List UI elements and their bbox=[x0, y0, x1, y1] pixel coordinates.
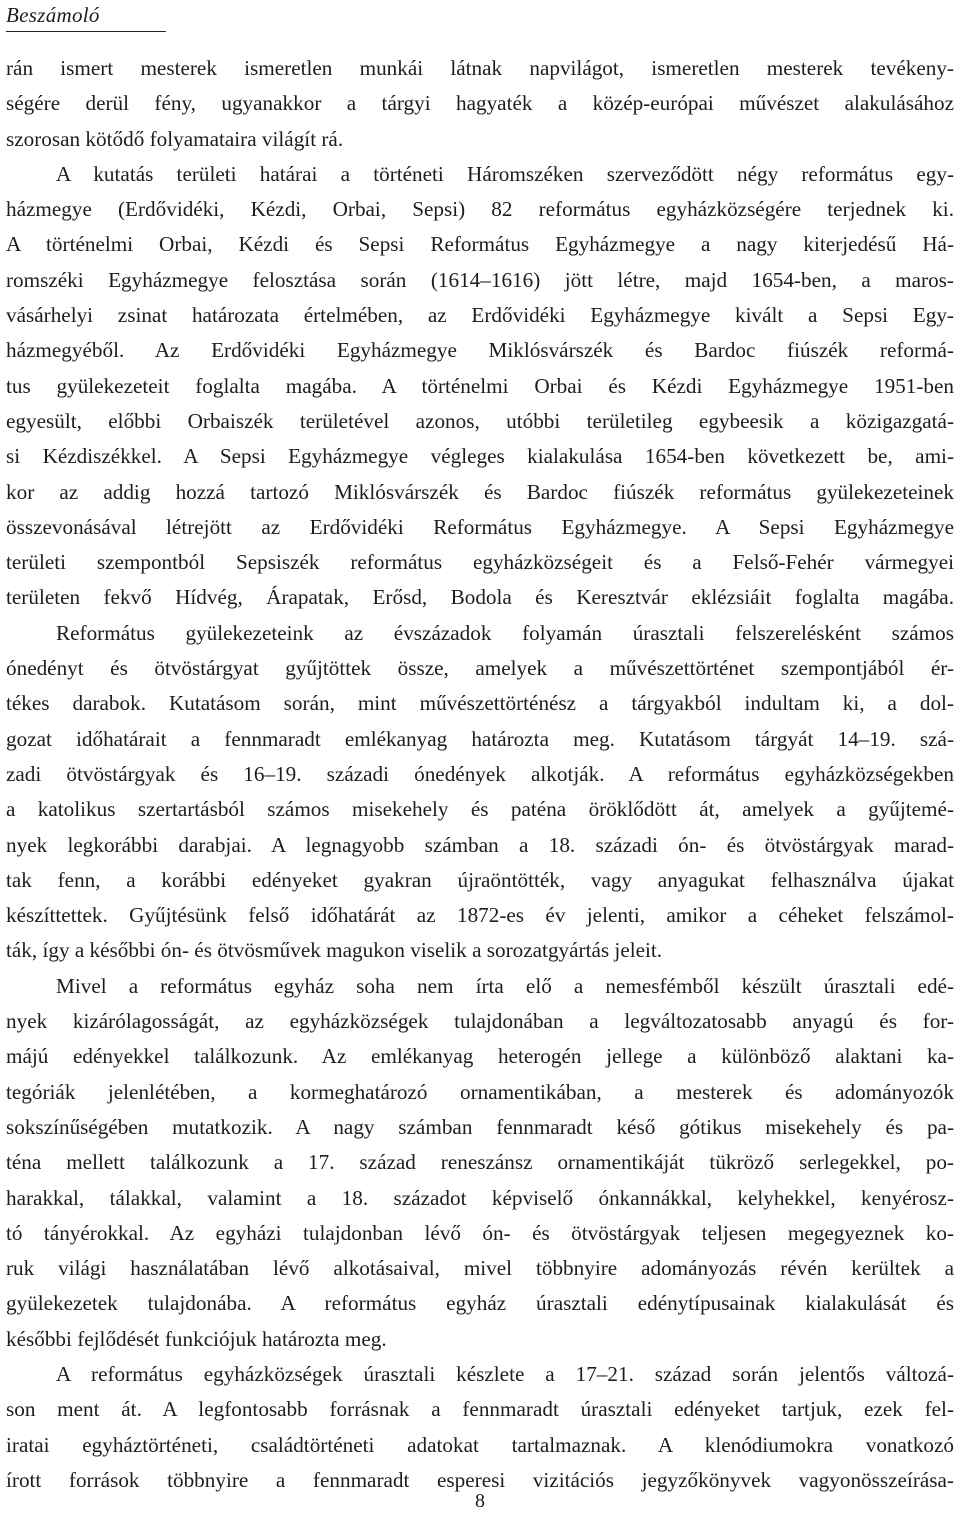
page-number: 8 bbox=[475, 1490, 485, 1512]
text-line: A történelmi Orbai, Kézdi és Sepsi Református Egyházmegye a nagy kiterjedésű Há- bbox=[6, 232, 954, 257]
text-line: írott források többnyire a fennmaradt esperesi vizitációs jegyzőkönyvek vagyonösszeírása- bbox=[6, 1467, 954, 1492]
running-header-label: Beszámoló bbox=[6, 3, 100, 27]
text-line: tékes darabok. Kutatásom során, mint művészettörténész a tárgyakból indultam ki, a dol- bbox=[6, 691, 954, 716]
text-line: kor az addig hozzá tartozó Miklósvárszék és Bardoc fiúszék református gyülekezeteinek bbox=[6, 479, 954, 504]
text-line: házmegye (Erdővidéki, Kézdi, Orbai, Sepsi) 82 református egyházközségére terjednek ki. bbox=[6, 197, 954, 222]
text-line: zadi ötvöstárgyak és 16–19. századi ónedények alkotják. A református egyházközségekben bbox=[6, 761, 954, 786]
text-line: harakkal, tálakkal, valamint a 18. századot képviselő ónkannákkal, kelyhekkel, kenyérosz- bbox=[6, 1185, 954, 1210]
text-line: téna mellett találkozunk a 17. század reneszánsz ornamentikáját tükröző serlegekkel, po- bbox=[6, 1150, 954, 1175]
text-line: összevonásával létrejött az Erdővidéki Református Egyházmegye. A Sepsi Egyházmegye bbox=[6, 514, 954, 539]
text-line: Református gyülekezeteink az évszázadok folyamán úrasztali felszerelésként számos bbox=[56, 620, 954, 645]
text-line: tegóriák jelenlétében, a kormeghatározó ornamentikában, a mesterek és adományozók bbox=[6, 1079, 954, 1104]
running-header bbox=[6, 2, 166, 32]
text-line: ták, így a későbbi ón- és ötvösművek magukon viselik a sorozatgyártás jeleit. bbox=[6, 938, 663, 963]
text-line: a katolikus szertartásból számos misekehely és paténa öröklődött át, amelyek a gyűjtemé- bbox=[6, 797, 954, 822]
text-line: gozat időhatárait a fennmaradt emlékanyag határozta meg. Kutatásom tárgyát 14–19. szá- bbox=[6, 726, 954, 751]
text-line: romszéki Egyházmegye felosztása során (1614–1616) jött létre, majd 1654-ben, a maros- bbox=[6, 267, 954, 292]
text-line: si Kézdiszékkel. A Sepsi Egyházmegye végleges kialakulása 1654-ben következett be, ami- bbox=[6, 444, 954, 469]
text-line: ruk világi használatában lévő alkotásaival, mivel többnyire adományozás révén kerültek a bbox=[6, 1256, 954, 1281]
text-line: ségére derül fény, ugyanakkor a tárgyi hagyaték a közép-európai művészet alakulásához bbox=[6, 91, 954, 116]
text-line: A református egyházközségek úrasztali készlete a 17–21. század során jelentős változá- bbox=[56, 1361, 954, 1386]
text-line: gyülekezetek tulajdonába. A református egyház úrasztali edénytípusainak kialakulását és bbox=[6, 1291, 954, 1316]
body-text bbox=[6, 51, 954, 1498]
text-line: iratai egyháztörténeti, családtörténeti adatokat tartalmaznak. A klenódiumokra vonatkozó bbox=[6, 1432, 954, 1457]
text-line: tó tányérokkal. Az egyházi tulajdonban lévő ón- és ötvöstárgyak teljesen megegyeznek ko- bbox=[6, 1220, 954, 1245]
text-line: tak fenn, a korábbi edényeket gyakran újraöntötték, vagy anyagukat felhasználva újakat bbox=[6, 867, 954, 892]
text-line: son ment át. A legfontosabb forrásnak a fennmaradt úrasztali edényeket tartjuk, ezek fel- bbox=[6, 1397, 954, 1422]
text-line: vásárhelyi zsinat határozata értelmében, az Erdővidéki Egyházmegye kivált a Sepsi Egy- bbox=[6, 303, 954, 328]
text-line: szorosan kötődő folyamataira világít rá. bbox=[6, 126, 344, 151]
text-line: területen fekvő Hídvég, Árapatak, Erősd, Bodola és Keresztvár eklézsiáit foglalta magába. bbox=[6, 585, 954, 610]
text-line: nyek kizárólagosságát, az egyházközségek tulajdonában a legváltozatosabb anyagú és for- bbox=[6, 1009, 954, 1034]
text-line: májú edényekkel találkozunk. Az emlékanyag heterogén jellege a különböző alaktani ka- bbox=[6, 1044, 954, 1069]
text-line: egyesült, előbbi Orbaiszék területével azonos, utóbbi területileg egybeesik a közigazgatá- bbox=[6, 408, 954, 433]
text-line: Mivel a református egyház soha nem írta elő a nemesfémből készült úrasztali edé- bbox=[56, 973, 954, 998]
text-line: házmegyéből. Az Erdővidéki Egyházmegye Miklósvárszék és Bardoc fiúszék reformá- bbox=[6, 338, 954, 363]
text-line: nyek legkorábbi darabjai. A legnagyobb számban a 18. századi ón- és ötvöstárgyak marad- bbox=[6, 832, 954, 857]
text-line: területi szempontból Sepsiszék református egyházközségeit és a Felső-Fehér vármegyei bbox=[6, 550, 954, 575]
text-line: A kutatás területi határai a történeti Háromszéken szerveződött négy református egy- bbox=[56, 161, 954, 186]
text-line: tus gyülekezeteit foglalta magába. A történelmi Orbai és Kézdi Egyházmegye 1951-ben bbox=[6, 373, 954, 398]
text-line: későbbi fejlődését funkciójuk határozta meg. bbox=[6, 1326, 387, 1351]
text-line: készíttettek. Gyűjtésünk felső időhatárát az 1872-es év jelenti, amikor a céheket felszámol- bbox=[6, 903, 954, 928]
text-line: rán ismert mesterek ismeretlen munkái látnak napvilágot, ismeretlen mesterek tevékeny- bbox=[6, 56, 954, 80]
text-line: ónedényt és ötvöstárgyat gyűjtöttek össze, amelyek a művészettörténet szempontjából ér- bbox=[6, 656, 954, 681]
text-line: sokszínűségében mutatkozik. A nagy számban fennmaradt késő gótikus misekehely és pa- bbox=[6, 1114, 954, 1139]
